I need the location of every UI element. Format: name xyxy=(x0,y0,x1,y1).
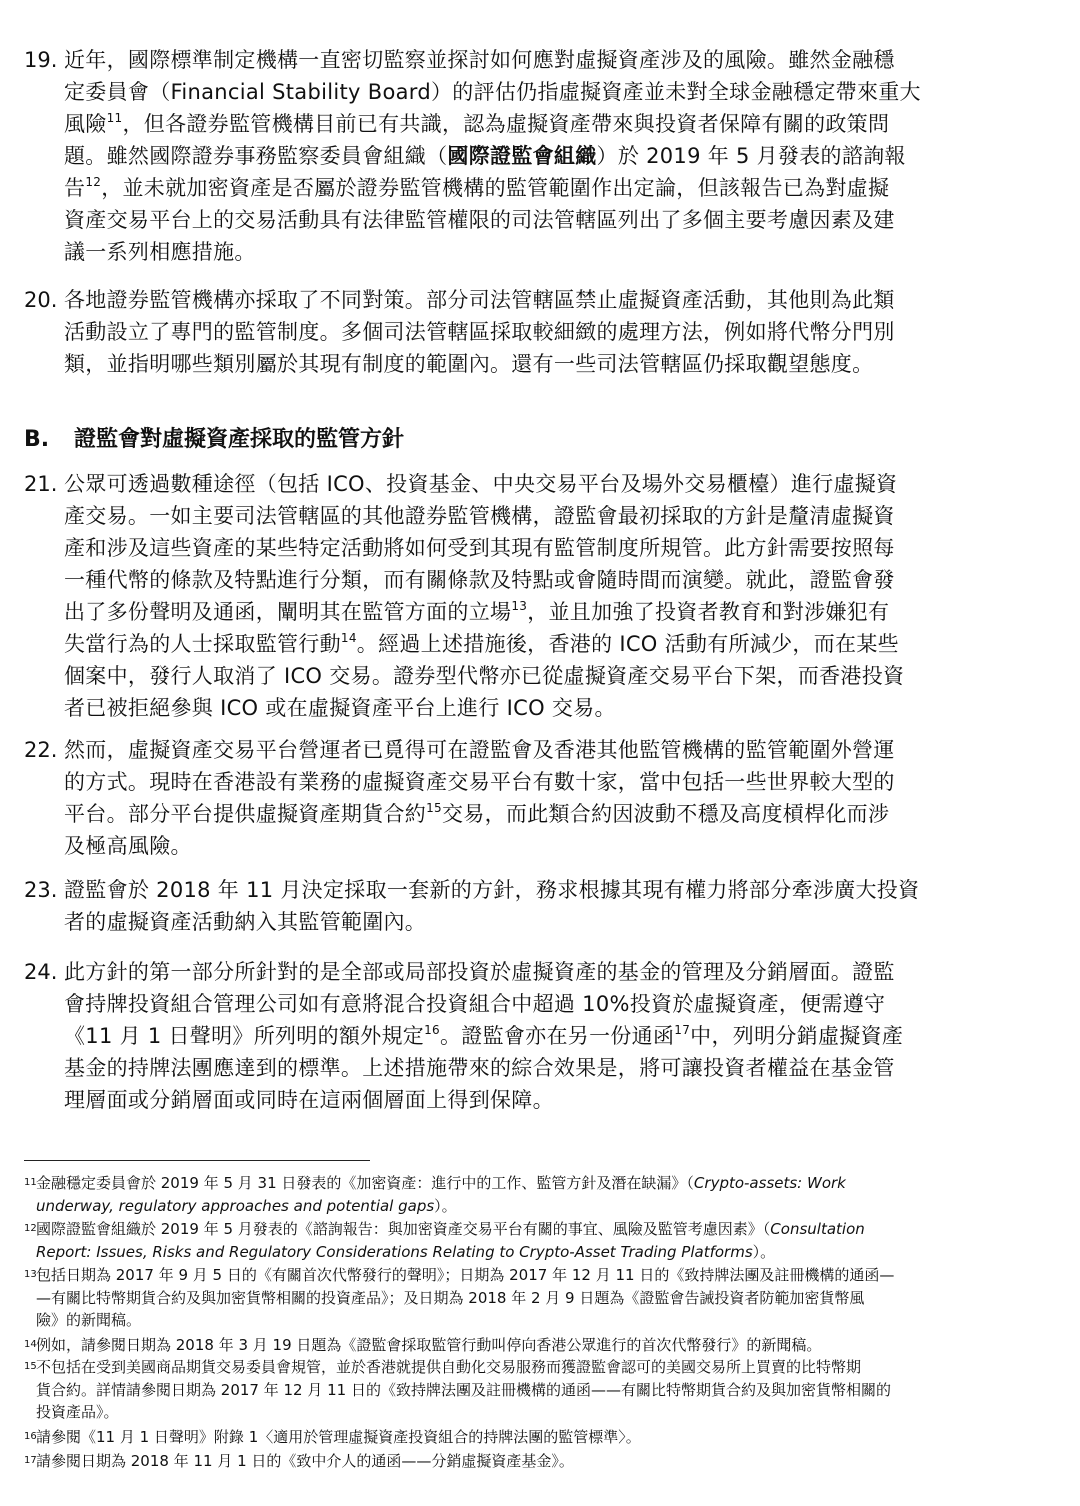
text-run: —有關比特幣期貨合約及與加密貨幣相關的投資產品》；及日期為 2018 年 2 月 9 日題為《證監會告誡投資者防範加密貨幣風 xyxy=(36,1288,865,1307)
text-line xyxy=(36,1356,1054,1379)
paragraph-number: 21. xyxy=(24,472,58,496)
text-run: 然而，虛擬資產交易平台營運者已覓得可在證監會及香港其他監管機構的監管範圍外營運 xyxy=(64,738,895,762)
text-line xyxy=(36,1401,1054,1424)
text-run: 題。雖然國際證券事務監察委員會組織（ xyxy=(64,144,448,168)
footnote-reference: 12 xyxy=(85,175,102,189)
text-line xyxy=(36,1334,1054,1357)
text-run: 定委員會（Financial Stability Board）的評估仍指虛擬資產並未對全球金融穩定帶來重大 xyxy=(64,80,921,104)
text-run: ）。 xyxy=(434,1196,457,1215)
footnote-number: 15 xyxy=(24,1361,37,1372)
text-line xyxy=(64,236,1034,268)
text-run: 不包括在受到美國商品期貨交易委員會規管，並於香港就提供自動化交易服務而獲證監會認可的美國交易所上買賣的比特幣期 xyxy=(36,1358,862,1376)
bold-term: 國際證監會組織 xyxy=(447,144,597,168)
text-run: 各地證券監管機構亦採取了不同對策。部分司法管轄區禁止虛擬資產活動，其他則為此類 xyxy=(64,288,895,312)
text-run: 金融穩定委員會於 2019 年 5 月 31 日發表的《加密資產：進行中的工作、監管方針及潛在缺漏》（ xyxy=(36,1174,694,1192)
footnote-reference: 13 xyxy=(511,599,528,613)
text-run: ，但各證券監管機構目前已有共識，認為虛擬資產帶來與投資者保障有關的政策問 xyxy=(122,112,890,136)
paragraph-body xyxy=(24,874,1034,938)
text-line xyxy=(36,1309,1054,1332)
text-run: 此方針的第一部分所針對的是全部或局部投資於虛擬資產的基金的管理及分銷層面。證監 xyxy=(64,960,895,984)
text-run: 失當行為的人士採取監管行動 xyxy=(64,632,341,656)
footnote-reference: 16 xyxy=(424,1023,440,1037)
text-line xyxy=(64,316,1034,348)
paragraph-body xyxy=(24,44,1034,268)
paragraph-body xyxy=(24,734,1034,862)
text-run: ，並且加強了投資者教育和對涉嫌犯有 xyxy=(527,600,890,624)
paragraph-number: 22. xyxy=(24,738,58,762)
paragraph-number: 19. xyxy=(24,48,58,72)
footnote-reference: 17 xyxy=(674,1023,691,1037)
footnote-body xyxy=(24,1172,1054,1217)
text-run: 風險 xyxy=(64,112,107,136)
text-run: 請參閱日期為 2018 年 11 月 1 日的《致中介人的通函——分銷虛擬資產基金》。 xyxy=(36,1452,574,1470)
footnote-number: 11 xyxy=(24,1177,37,1188)
text-line xyxy=(64,830,1034,862)
text-run: 交易，而此類合約因波動不穩及高度槓桿化而涉 xyxy=(441,802,890,826)
text-line xyxy=(64,140,1034,172)
text-line xyxy=(64,108,1034,140)
text-line xyxy=(64,1020,1034,1052)
text-run: 的方式。現時在香港設有業務的虛擬資產交易平台有數十家，當中包括一些世界較大型的 xyxy=(64,770,895,794)
footnote-number: 13 xyxy=(24,1269,37,1280)
paragraph-body xyxy=(24,956,1034,1116)
footnote-11 xyxy=(24,1172,1054,1217)
text-run: 產和涉及這些資產的某些特定活動將如何受到其現有監管制度所規管。此方針需要按照每 xyxy=(64,536,895,560)
section-heading xyxy=(24,424,404,456)
text-run: 例如，請參閱日期為 2018 年 3 月 19 日題為《證監會採取監管行動叫停向香港公眾進行的首次代幣發行》的新聞稿。 xyxy=(36,1336,822,1354)
italic-title: Crypto-assets: Work xyxy=(693,1174,846,1192)
text-line xyxy=(36,1379,1054,1402)
footnote-reference: 14 xyxy=(340,631,357,645)
text-line xyxy=(64,44,1034,76)
footnote-reference: 11 xyxy=(106,111,123,125)
text-line xyxy=(36,1450,1054,1473)
text-run: 告 xyxy=(64,176,86,200)
footnote-13 xyxy=(24,1264,1054,1332)
text-line xyxy=(64,596,1034,628)
footnote-reference: 15 xyxy=(426,801,442,815)
paragraph-22 xyxy=(24,734,1034,862)
footnote-body xyxy=(24,1334,1054,1357)
text-line xyxy=(64,468,1034,500)
text-run: 貨合約。詳情請參閱日期為 2017 年 12 月 11 日的《致持牌法團及註冊機構的通函——有關比特幣期貨合約及與加密貨幣相關的 xyxy=(36,1380,891,1399)
text-line xyxy=(36,1172,1054,1195)
text-line xyxy=(64,906,1034,938)
text-line xyxy=(64,500,1034,532)
text-run: 產交易。一如主要司法管轄區的其他證券監管機構，證監會最初採取的方針是釐清虛擬資 xyxy=(64,504,895,528)
text-run: 基金的持牌法團應達到的標準。上述措施帶來的綜合效果是，將可讓投資者權益在基金管 xyxy=(64,1056,895,1080)
footnote-body xyxy=(24,1218,1054,1263)
text-line xyxy=(36,1218,1054,1241)
text-run: 個案中，發行人取消了 ICO 交易。證券型代幣亦已從虛擬資產交易平台下架，而香港投資 xyxy=(64,664,905,688)
paragraph-body xyxy=(24,284,1034,380)
text-line xyxy=(64,660,1034,692)
text-run: 者已被拒絕參與 ICO 或在虛擬資產平台上進行 ICO 交易。 xyxy=(64,696,616,720)
text-run: 資產交易平台上的交易活動具有法律監管權限的司法管轄區列出了多個主要考慮因素及建 xyxy=(64,208,895,232)
text-run: 國際證監會組織於 2019 年 5 月發表的《諮詢報告：與加密資產交易平台有關的事宜、風險及監管考慮因素》（ xyxy=(36,1220,771,1238)
footnote-17 xyxy=(24,1450,1054,1473)
footnote-number: 12 xyxy=(24,1223,37,1234)
text-run: 活動設立了專門的監管制度。多個司法管轄區採取較細緻的處理方法，例如將代幣分門別 xyxy=(64,320,895,344)
footnote-14 xyxy=(24,1334,1054,1357)
text-line xyxy=(64,348,1034,380)
text-line xyxy=(36,1426,1054,1449)
text-line xyxy=(64,564,1034,596)
text-run: 包括日期為 2017 年 9 月 5 日的《有關首次代幣發行的聲明》；日期為 2017 年 12 月 11 日的《致持牌法團及註冊機構的通函— xyxy=(36,1266,895,1284)
text-line xyxy=(64,988,1034,1020)
text-line xyxy=(64,956,1034,988)
text-run: 證監會於 2018 年 11 月決定採取一套新的方針，務求根據其現有權力將部分牽涉廣大投資 xyxy=(64,878,920,902)
text-run: 出了多份聲明及通函，闡明其在監管方面的立場 xyxy=(64,600,512,624)
text-run: 近年，國際標準制定機構一直密切監察並探討如何應對虛擬資產涉及的風險。雖然金融穩 xyxy=(64,48,895,72)
text-line xyxy=(64,284,1034,316)
text-line xyxy=(64,1084,1034,1116)
section-title: 證監會對虛擬資產採取的監管方針 xyxy=(74,427,405,452)
paragraph-number: 24. xyxy=(24,960,58,984)
text-run: 類，並指明哪些類別屬於其現有制度的範圍內。還有一些司法管轄區仍採取觀望態度。 xyxy=(64,352,874,376)
footnote-16 xyxy=(24,1426,1054,1449)
footnote-body xyxy=(24,1264,1054,1332)
text-line xyxy=(64,532,1034,564)
section-label: B. xyxy=(24,427,50,452)
paragraph-number: 23. xyxy=(24,878,58,902)
text-line xyxy=(64,692,1034,724)
text-run: 投資產品》。 xyxy=(36,1403,119,1421)
text-run: 公眾可透過數種途徑（包括 ICO、投資基金、中央交易平台及場外交易櫃檯）進行虛擬資 xyxy=(64,472,898,496)
text-line xyxy=(36,1195,1054,1218)
text-run: 《11 月 1 日聲明》所列明的額外規定 xyxy=(64,1024,425,1048)
text-line xyxy=(36,1241,1054,1264)
footnote-body xyxy=(24,1356,1054,1424)
footnote-number: 16 xyxy=(24,1431,37,1442)
text-line xyxy=(64,798,1034,830)
text-line xyxy=(64,172,1034,204)
text-run: 及極高風險。 xyxy=(64,834,192,858)
text-run: 請參閱《11 月 1 日聲明》附錄 1〈適用於管理虛擬資產投資組合的持牌法團的監管標準〉。 xyxy=(36,1428,641,1446)
paragraph-20 xyxy=(24,284,1034,380)
paragraph-24 xyxy=(24,956,1034,1116)
text-line xyxy=(64,628,1034,660)
text-run: 理層面或分銷層面或同時在這兩個層面上得到保障。 xyxy=(64,1088,554,1112)
text-line xyxy=(64,76,1034,108)
text-run: ）。 xyxy=(752,1242,776,1261)
text-run: ，並未就加密資產是否屬於證券監管機構的監管範圍作出定論，但該報告已為對虛擬 xyxy=(101,176,890,200)
text-run: 議一系列相應措施。 xyxy=(64,240,256,264)
text-line xyxy=(36,1264,1054,1287)
text-line xyxy=(64,874,1034,906)
text-line xyxy=(64,204,1034,236)
text-run: 中，列明分銷虛擬資產 xyxy=(690,1024,904,1048)
paragraph-number: 20. xyxy=(24,288,58,312)
paragraph-body xyxy=(24,468,1034,724)
text-line xyxy=(36,1287,1054,1310)
footnote-12 xyxy=(24,1218,1054,1263)
italic-title: underway, regulatory approaches and potential gaps xyxy=(36,1196,435,1215)
text-line xyxy=(64,1052,1034,1084)
text-run: ）於 2019 年 5 月發表的諮詢報 xyxy=(596,144,906,168)
italic-title: Report: Issues, Risks and Regulatory Considerations Relating to Crypto-Asset Trading Platforms xyxy=(36,1242,753,1261)
paragraph-23 xyxy=(24,874,1034,938)
footnote-number: 14 xyxy=(24,1339,37,1350)
text-line xyxy=(64,734,1034,766)
footnote-body xyxy=(24,1426,1054,1449)
footnote-body xyxy=(24,1450,1054,1473)
text-run: 一種代幣的條款及特點進行分類，而有關條款及特點或會隨時間而演變。就此，證監會發 xyxy=(64,568,895,592)
text-run: 險》的新聞稿。 xyxy=(36,1311,142,1329)
text-run: 。證監會亦在另一份通函 xyxy=(439,1024,675,1048)
text-run: 會持牌投資組合管理公司如有意將混合投資組合中超過 10%投資於虛擬資產，便需遵守 xyxy=(64,992,886,1016)
footnote-number: 17 xyxy=(24,1455,37,1466)
text-run: 平台。部分平台提供虛擬資產期貨合約 xyxy=(64,802,427,826)
text-run: 。經過上述措施後，香港的 ICO 活動有所減少，而在某些 xyxy=(356,632,899,656)
paragraph-21 xyxy=(24,468,1034,724)
italic-title: Consultation xyxy=(770,1220,865,1238)
text-line xyxy=(64,766,1034,798)
paragraph-19 xyxy=(24,44,1034,268)
text-run: 者的虛擬資產活動納入其監管範圍內。 xyxy=(64,910,427,934)
footnote-divider xyxy=(24,1160,370,1161)
footnote-15 xyxy=(24,1356,1054,1424)
